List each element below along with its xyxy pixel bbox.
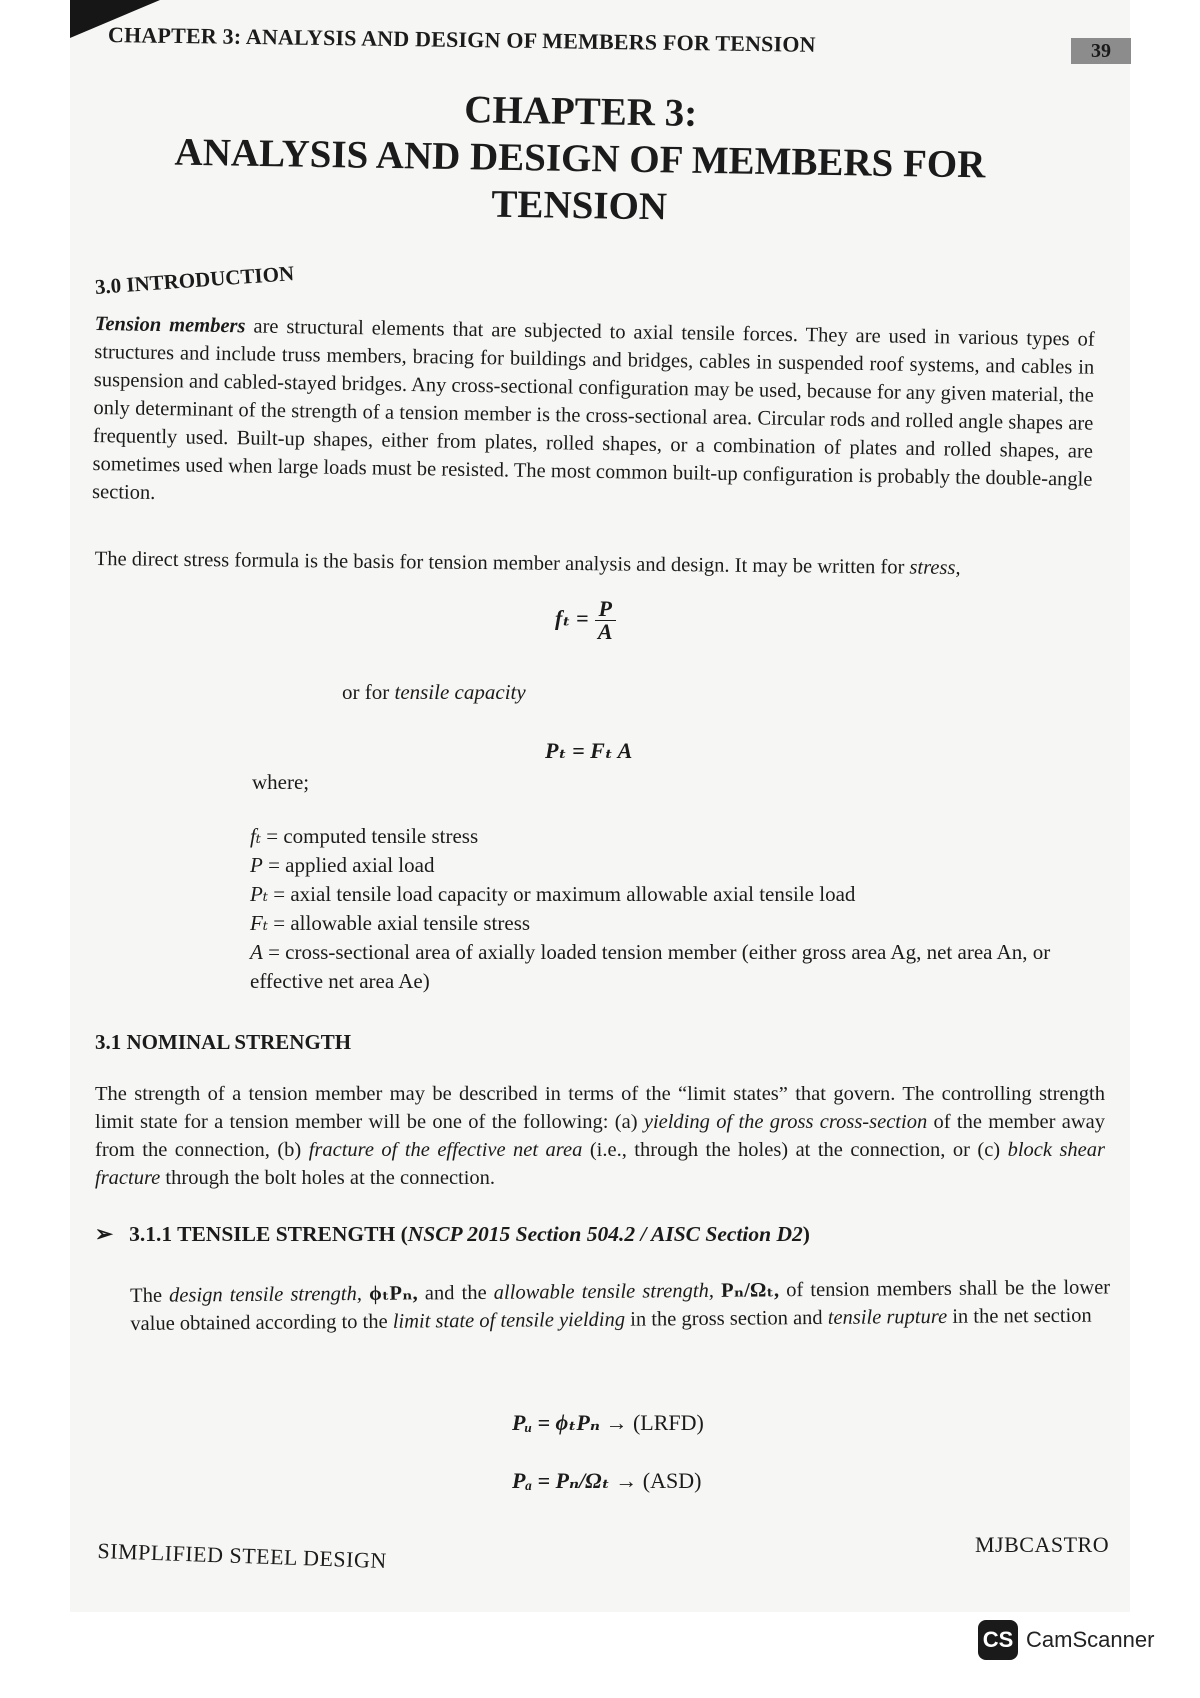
definitions-list bbox=[250, 822, 1130, 996]
where-label: where; bbox=[252, 770, 310, 794]
tension-members-term: Tension members bbox=[94, 312, 246, 338]
running-header: CHAPTER 3: ANALYSIS AND DESIGN OF MEMBERS FOR TENSION bbox=[107, 22, 816, 57]
definition-symbol: A bbox=[250, 940, 263, 964]
nominal-strength-paragraph bbox=[95, 1080, 1105, 1192]
definition-symbol: Pₜ bbox=[250, 882, 269, 906]
nominal-strength-heading: 3.1 NOMINAL STRENGTH bbox=[95, 1030, 352, 1054]
definition-symbol: fₜ bbox=[250, 824, 262, 848]
introduction-paragraph bbox=[92, 310, 1095, 522]
page-number: 39 bbox=[1071, 38, 1131, 64]
tensile-strength-paragraph bbox=[130, 1273, 1110, 1338]
design-tensile-strength-term: design tensile strength, bbox=[169, 1282, 363, 1307]
nominal-text: (i.e., through the holes) at the connection, or (c) bbox=[582, 1139, 1008, 1161]
capacity-intro bbox=[342, 680, 526, 705]
direct-stress-text: The direct stress formula is the basis for tension member analysis and design. It may be written for bbox=[94, 547, 910, 579]
definition-item bbox=[250, 880, 1130, 909]
tensile-heading-text: 3.1.1 TENSILE STRENGTH ( bbox=[129, 1222, 408, 1246]
footer-author: MJBCASTRO bbox=[975, 1532, 1110, 1557]
asd-tag: → (ASD) bbox=[609, 1468, 702, 1493]
tensile-text: of tension members shall be the lower value obtained according to the bbox=[130, 1276, 1111, 1335]
stress-denominator: A bbox=[597, 619, 613, 644]
definition-symbol: P bbox=[250, 853, 263, 877]
nominal-text: of the member away from the connection, (b) bbox=[95, 1111, 1105, 1161]
asd-formula: Pₐ = Pₙ/Ωₜ bbox=[512, 1468, 610, 1493]
stress-term: stress, bbox=[909, 556, 961, 580]
capacity-prefix: or for bbox=[342, 680, 395, 704]
introduction-body: are structural elements that are subjected to axial tensile forces. They are used in various types of structures and include truss members, bracing for buildings and bridges, cables in suspended roof systems, and cables in suspension and cabled-stayed bridges. Any cross-sectional configuration may be used, because for any given material, the only determinant of the strength of a tension member is the cross-sectional area. Circular rods and rolled angle shapes are frequently used. Built-up shapes, either from plates, rolled shapes, or a combination of plates and rolled shapes, are sometimes used when large loads must be resisted. The most common built-up configuration is probably the double-angle section. bbox=[91, 315, 1095, 504]
tensile-text: in the net section bbox=[947, 1304, 1092, 1328]
definition-text: = axial tensile load capacity or maximum allowable axial tensile load bbox=[268, 882, 856, 906]
chapter-title-line-2: ANALYSIS AND DESIGN OF MEMBERS FOR bbox=[174, 130, 986, 187]
definition-text: = allowable axial tensile stress bbox=[268, 911, 531, 935]
code-reference: NSCP 2015 Section 504.2 / AISC Section D2 bbox=[407, 1222, 803, 1246]
bullet-arrow-icon: ➢ bbox=[95, 1222, 114, 1246]
definition-item bbox=[250, 909, 1130, 938]
tensile-text: The bbox=[130, 1284, 170, 1307]
nominal-text: The strength of a tension member may be described in terms of the “limit states” that govern. The controlling strength limit state for a tension member will be one of the following: (a) bbox=[95, 1083, 1105, 1133]
definition-text: effective net area Ae) bbox=[250, 969, 430, 993]
definition-text: = applied axial load bbox=[262, 853, 435, 877]
camscanner-watermark bbox=[978, 1620, 1154, 1660]
tensile-strength-heading bbox=[95, 1222, 810, 1247]
chapter-title bbox=[149, 81, 1011, 235]
lrfd-formula: Pᵤ = ϕₜPₙ bbox=[512, 1410, 600, 1435]
definition-item bbox=[250, 851, 1130, 880]
stress-formula bbox=[555, 598, 616, 643]
stress-formula-lhs: fₜ = bbox=[555, 605, 589, 631]
definition-text: = computed tensile stress bbox=[261, 824, 479, 848]
footer-book-title: SIMPLIFIED STEEL DESIGN bbox=[97, 1538, 388, 1574]
definition-item bbox=[250, 938, 1130, 967]
tensile-text: and the bbox=[417, 1281, 494, 1305]
camscanner-logo-icon: CS bbox=[978, 1620, 1018, 1660]
limit-state-fracture: fracture of the effective net area bbox=[308, 1139, 583, 1161]
definition-symbol: Fₜ bbox=[250, 911, 269, 935]
tensile-heading-close: ) bbox=[802, 1222, 810, 1246]
lrfd-tag: → (LRFD) bbox=[599, 1410, 704, 1435]
stress-fraction bbox=[595, 598, 616, 643]
allowable-tensile-strength-term: allowable tensile strength, bbox=[493, 1279, 715, 1304]
limit-state-block-shear: block shear fracture bbox=[95, 1139, 1105, 1189]
stress-numerator: P bbox=[595, 598, 616, 621]
allowable-strength-symbol: Pₙ/Ωₜ, bbox=[713, 1279, 780, 1302]
definition-item bbox=[250, 967, 1130, 996]
introduction-heading: 3.0 INTRODUCTION bbox=[94, 261, 295, 299]
definition-text: = cross-sectional area of axially loaded tension member (either gross area Ag, net area An, or bbox=[262, 940, 1051, 964]
lrfd-equation bbox=[512, 1410, 704, 1436]
design-strength-symbol: ϕₜPₙ, bbox=[361, 1282, 418, 1305]
capacity-formula: Pₜ = Fₜ A bbox=[545, 738, 633, 763]
chapter-title-line-3: TENSION bbox=[491, 182, 668, 229]
tensile-text: in the gross section and bbox=[624, 1306, 828, 1331]
tensile-yielding-term: limit state of tensile yielding bbox=[392, 1308, 626, 1333]
limit-state-yielding: yielding of the gross cross-section bbox=[643, 1111, 928, 1133]
tensile-rupture-term: tensile rupture bbox=[827, 1305, 948, 1329]
scanned-page bbox=[70, 0, 1130, 1612]
nominal-text: through the bolt holes at the connection. bbox=[160, 1167, 496, 1189]
asd-equation bbox=[512, 1468, 701, 1494]
definition-item bbox=[250, 822, 1130, 851]
camscanner-label: CamScanner bbox=[1026, 1627, 1155, 1652]
chapter-title-line-1: CHAPTER 3: bbox=[463, 88, 698, 135]
capacity-term: tensile capacity bbox=[394, 680, 526, 704]
